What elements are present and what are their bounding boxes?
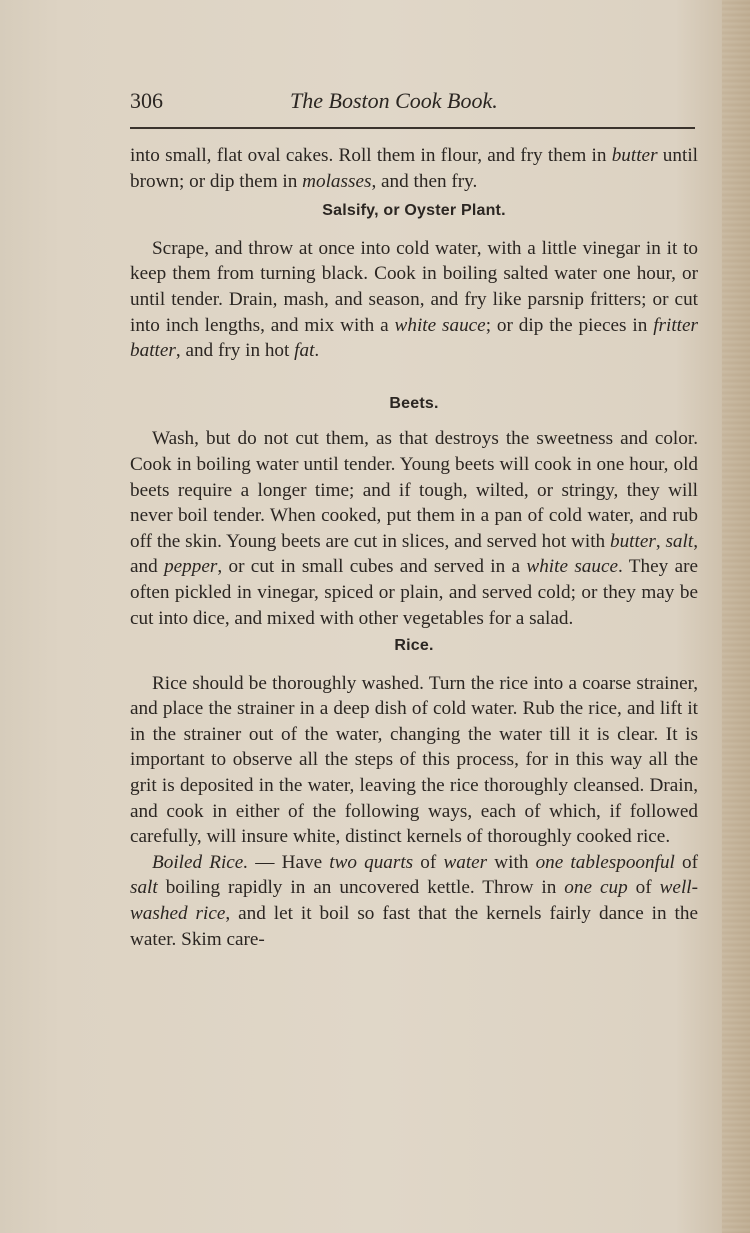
salsify-paragraph: Scrape, and throw at once into cold water, with a little vinegar in it to keep them from turning black. Cook in boiling salted water one hour, or until tender. Drain, mash, and season, and fry like parsnip fritters; or cut into inch lengths, and mix with a white sauce; or dip the pieces in fritter batter, and fry in hot fat. <box>130 237 698 362</box>
heading-rice: Rice. <box>394 637 434 655</box>
running-title: The Boston Cook Book. <box>290 88 498 113</box>
heading-salsify: Salsify, or Oyster Plant. <box>322 202 506 220</box>
boiled-rice-paragraph: Boiled Rice. — Have two quarts of water with one tablespoonful of salt boiling rapidly in an uncovered kettle. Throw in one cup of well-washed rice, and let it boil so fast that the kernels fairly dance in the water. Skim care- <box>130 851 699 950</box>
rice-paragraph: Rice should be thoroughly washed. Turn the rice into a coarse strainer, and place the strainer in a deep dish of cold water. Rub the rice, and lift it in the strainer out of the water, changing the water till it is clear. It is important to observe all the steps of this process, for in this way all the grit is deposited in the water, leaving the rice thoroughly cleansed. Drain, and cook in either of the following ways, each of which, if followed carefully, will insure white, distinct kernels of thoroughly cooked rice. <box>130 672 698 848</box>
header-rule <box>130 127 695 129</box>
page-body <box>130 143 698 952</box>
continuation-paragraph: into small, flat oval cakes. Roll them in flour, and fry them in butter until brown; or dip them in molasses, and then fry. <box>130 145 698 192</box>
page-edge-shadow <box>722 0 750 1233</box>
heading-beets: Beets. <box>389 394 439 412</box>
page-header <box>130 88 695 120</box>
page-number: 306 <box>130 88 163 113</box>
beets-paragraph: Wash, but do not cut them, as that destroys the sweetness and color. Cook in boiling water until tender. Young beets will cook in one hour, old beets require a longer time; and if tough, wilted, or stringy, they will never boil tender. When cooked, put them in a pan of cold water, and rub off the skin. Young beets are cut in slices, and served hot with butter, salt, and pepper, or cut in small cubes and served in a white sauce. They are often pickled in vinegar, spiced or plain, and served cold; or they may be cut into dice, and mixed with other vegetables for a salad. <box>130 428 698 629</box>
